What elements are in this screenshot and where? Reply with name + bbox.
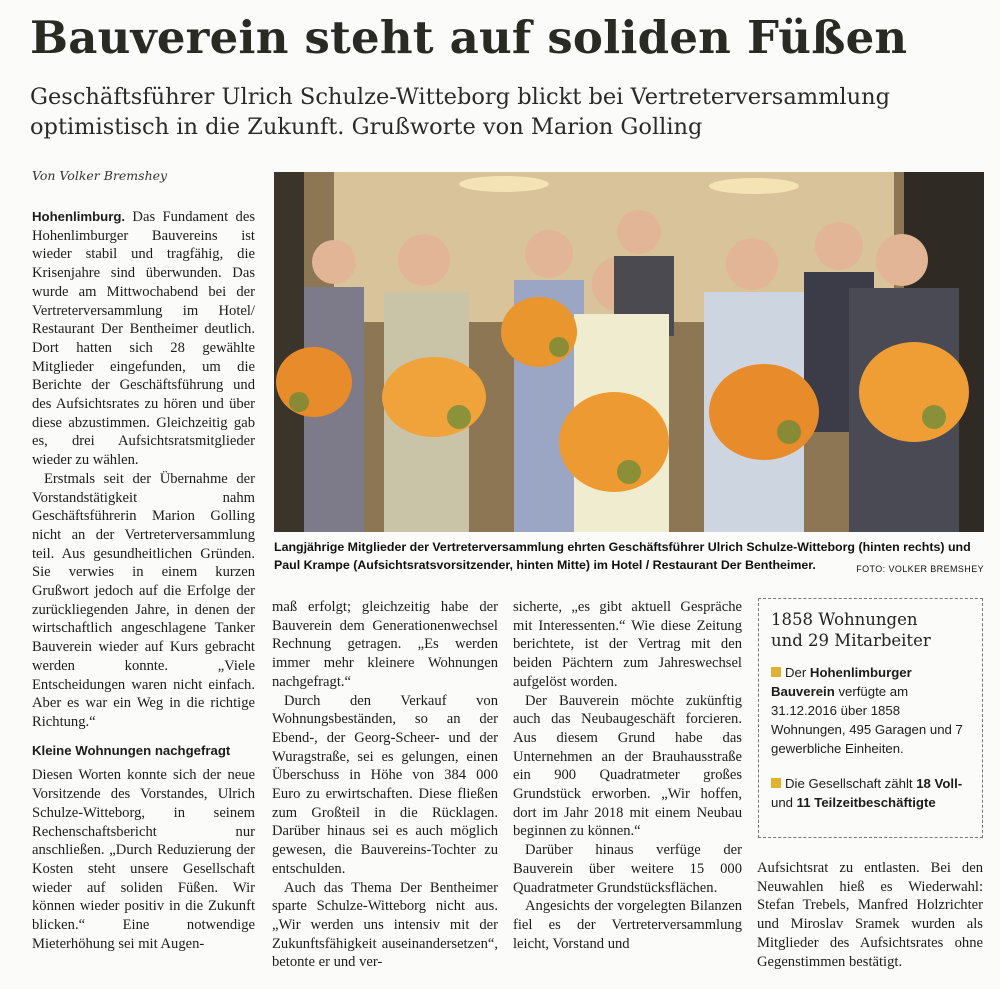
section-subheading: Kleine Wohnungen nachgefragt [32, 742, 231, 758]
photo-caption [274, 538, 984, 578]
article-column-3 [513, 598, 742, 953]
subheadline-line-1: Geschäftsführer Ulrich Schulze-Witteborg blickt bei Vertreterversammlung [30, 84, 890, 110]
photo-credit: FOTO: VOLKER BREMSHEY [856, 564, 984, 574]
info-box [758, 598, 983, 838]
info-box-item [771, 663, 970, 758]
info-text: Der [785, 665, 810, 680]
info-text: Die Gesellschaft zählt [785, 776, 917, 791]
paragraph: Durch den Verkauf von Wohnungsbeständen, so an der Ebend-, der Georg-Scheer- und der Wuragstraße, sei es gelungen, einen Überschuss in Höhe von 384 000 Euro zu erwirtschaften. Diese fließen zum Großteil in die Rücklagen. Darüber hinaus sei es auch möglich gewesen, die Bauvereins-Tochter zu entschulden. [272, 692, 498, 877]
info-box-title [771, 609, 970, 651]
info-text: verfügte am 31.12.2016 über 1858 Wohnungen, 495 Garagen und 7 gewerbliche Einheiten. [771, 684, 963, 756]
dateline: Hohenlimburg. [32, 209, 126, 224]
info-box-title-line-1: 1858 Wohnungen [771, 610, 918, 629]
subheadline [30, 82, 970, 142]
paragraph-text: Das Fundament des Hohenlimburger Bauvereins ist wieder stabil und tragfähig, die Krisenjahre sind überwunden. Das wurde am Mittwochabend bei der Vertreterversammlung im Hotel/ Restaurant Der Bentheimer deutlich. Dort hatten sich 28 gewählte Mitglieder eingefunden, um die Berichte der Geschäftsführung und des Aufsichtsrates zu hören und über diese abzustimmen. Gleichzeitig gab es, drei Aufsichtsratsmitglieder wieder zu wählen. [32, 209, 255, 469]
info-box-title-line-2: und 29 Mitarbeiter [771, 631, 931, 650]
byline: Von Volker Bremshey [32, 168, 168, 183]
info-text-bold: 11 Teilzeitbeschäftigte [796, 795, 936, 810]
article-column-2 [272, 598, 498, 972]
paragraph: Angesichts der vorgelegten Bilanzen fiel es der Vertreterversammlung leicht, Vorstand und [513, 898, 742, 952]
caption-text: Langjährige Mitglieder der Vertreterversammlung ehrten Geschäftsführer Ulrich Schulze-Witteborg (hinten rechts) und Paul Krampe (Aufsichtsratsvorsitzender, hinten Mitte) im Hotel / Restaurant Der Bentheimer. [274, 540, 971, 572]
subheadline-line-2: optimistisch in die Zukunft. Grußworte von Marion Golling [30, 114, 703, 140]
paragraph: maß erfolgt; gleichzeitig habe der Bauverein dem Generationenwechsel Rechnung getragen. „Es werden immer mehr kleinere Wohnungen nachgefragt.“ [272, 599, 498, 690]
group-photo-illustration [274, 172, 984, 532]
info-text-bold: 18 Voll- [916, 776, 963, 791]
headline: Bauverein steht auf soliden Füßen [30, 11, 908, 64]
paragraph: Diesen Worten konnte sich der neue Vorsitzende des Vorstandes, Ulrich Schulze-Witteborg, in seinem Rechenschaftsbericht nur anschließen. „Durch Reduzierung der Kosten steht unsere Gesellschaft wieder auf soliden Füßen. Wir können wieder positiv in die Zukunft blicken.“ Eine notwendige Mieterhöhung sei mit Augen- [32, 767, 255, 952]
paragraph: Aufsichtsrat zu entlasten. Bei den Neuwahlen hieß es Wiederwahl: Stefan Trebels, Manfred Holzrichter und Miroslav Sramek wurden als Mitglieder des Aufsichtsrates ohne Gegenstimmen bestätigt. [757, 860, 983, 970]
yellow-square-icon [771, 778, 781, 788]
paragraph [32, 208, 255, 470]
paragraph: Erstmals seit der Übernahme der Vorstandstätigkeit nahm Geschäftsführerin Marion Golling nicht an der Vertreterversammlung teil. Aus gesundheitlichen Gründen. Sie verwies in einem kurzen Grußwort jedoch auf die Erfolge der zurückliegenden Jahre, in denen der wirtschaftlich angeschlagene Tanker Bauverein wieder auf Kurs gebracht werden konnte. „Viele Entscheidungen waren nicht einfach. Aber es war ein Weg in die richtige Richtung.“ [32, 470, 255, 730]
info-box-item [771, 774, 970, 812]
paragraph: Auch das Thema Der Bentheimer sparte Schulze-Witteborg nicht aus. „Wir werden uns intensiv mit der Zukunftsfähigkeit auseinandersetzen“, betonte er und ver- [272, 879, 498, 971]
paragraph: sicherte, „es gibt aktuell Gespräche mit Interessenten.“ Wie diese Zeitung berichtete, ist der Vertrag mit den beiden Pächtern zum Jahreswechsel aufgelöst worden. [513, 599, 742, 690]
article-photo [274, 172, 984, 532]
paragraph: Der Bauverein möchte zukünftig auch das Neubaugeschäft forcieren. Aus diesem Grund habe das Unternehmen an der Brauhausstraße ein 900 Quadratmeter großes Grundstück erworben. „Wir hoffen, dort im Jahr 2018 mit einem Neubau beginnen zu können.“ [513, 692, 742, 840]
paragraph: Darüber hinaus verfüge der Bauverein über weitere 15 000 Quadratmeter Grundstücksflächen. [513, 842, 742, 896]
info-text: und [771, 795, 797, 810]
article-column-4 [757, 859, 983, 971]
yellow-square-icon [771, 667, 781, 677]
info-text-bold: Hohenlimburger Bauverein [771, 665, 912, 699]
article-column-1 [32, 208, 255, 953]
